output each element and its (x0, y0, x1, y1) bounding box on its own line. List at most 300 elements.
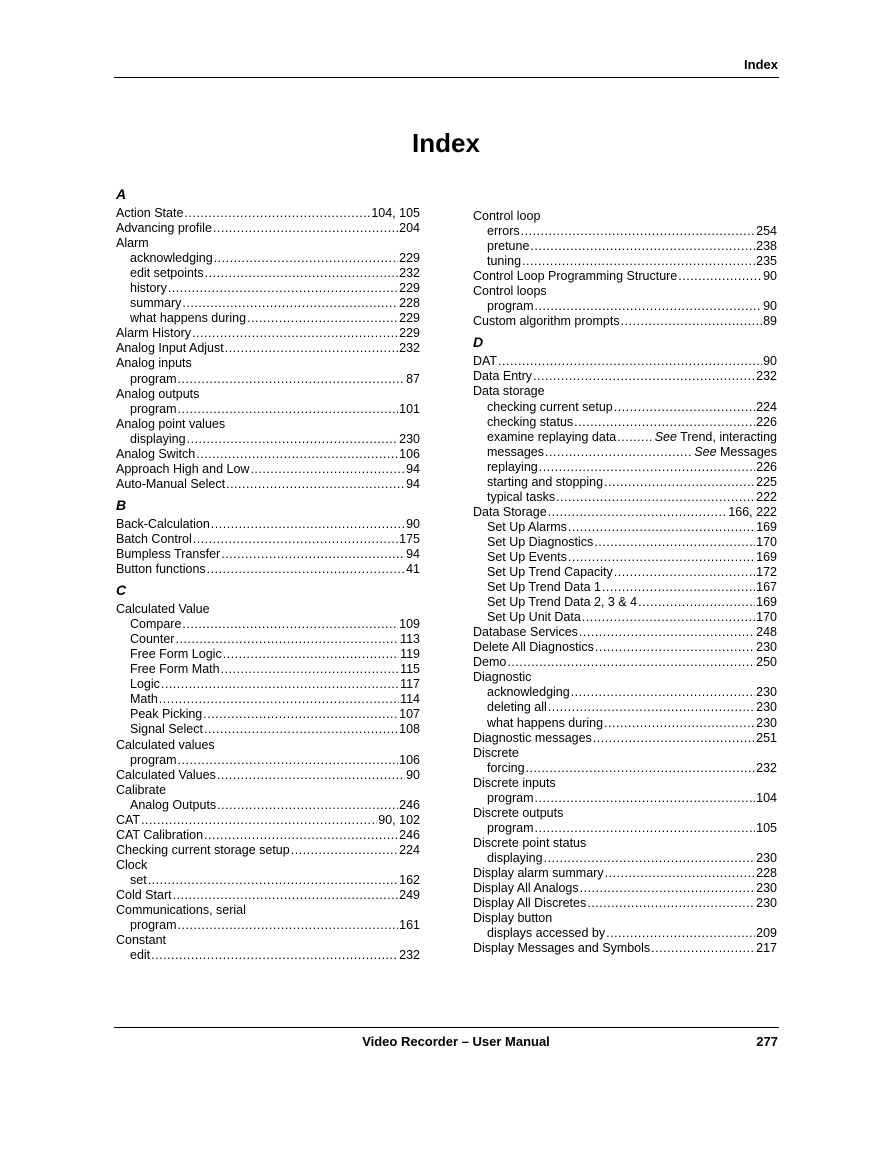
index-entry (473, 866, 777, 881)
entry-page-ref: 229 (399, 326, 420, 341)
index-entry (473, 806, 777, 821)
dot-leader (587, 896, 755, 911)
index-entry (473, 384, 777, 399)
entry-term: Constant (116, 933, 167, 948)
entry-page-ref: 248 (756, 625, 777, 640)
entry-term: Clock (116, 857, 148, 872)
index-subentry (473, 254, 777, 269)
entry-term: program (130, 752, 177, 767)
dot-leader (678, 269, 762, 284)
entry-page-ref: 229 (399, 251, 420, 266)
entry-term: Checking current storage setup (116, 842, 290, 857)
entry-term: Set Up Trend Capacity (487, 565, 613, 580)
entry-page-ref: 229 (399, 311, 420, 326)
dot-leader (604, 716, 755, 731)
index-entry (473, 896, 777, 911)
entry-page-ref: 217 (756, 941, 777, 956)
dot-leader (291, 843, 398, 858)
entry-term: what happens during (130, 311, 247, 326)
index-subentry (116, 918, 420, 933)
entry-term: Data storage (473, 384, 545, 399)
dot-leader (178, 402, 399, 417)
index-entry (473, 776, 777, 791)
dot-leader (182, 617, 398, 632)
dot-leader (221, 662, 399, 677)
entry-term: checking current setup (487, 399, 613, 414)
entry-term: Auto-Manual Select (116, 476, 226, 491)
index-entry (116, 517, 420, 532)
entry-term: acknowledging (130, 251, 213, 266)
entry-page-ref: 230 (756, 881, 777, 896)
dot-leader (187, 432, 399, 447)
entry-page-ref: 90 (406, 516, 420, 531)
entry-page-ref: 230 (756, 685, 777, 700)
entry-page-ref: 226 (756, 459, 777, 474)
index-subentry (473, 430, 777, 445)
entry-term: CAT (116, 812, 141, 827)
index-entry (116, 562, 420, 577)
dot-leader (178, 753, 399, 768)
index-subentry (473, 490, 777, 505)
see-reference: See (654, 429, 677, 444)
dot-leader (159, 692, 399, 707)
entry-page-ref: 119 (400, 647, 420, 662)
entry-term: Control Loop Programming Structure (473, 269, 678, 284)
entry-page-ref: 175 (399, 531, 420, 546)
index-entry (473, 625, 777, 640)
entry-page-ref: 232 (399, 948, 420, 963)
entry-term: displaying (130, 431, 186, 446)
dot-leader (196, 447, 398, 462)
entry-term: Action State (116, 206, 184, 220)
index-entry (116, 417, 420, 432)
index-entry (473, 354, 777, 369)
entry-page-ref: 246 (399, 827, 420, 842)
dot-leader (148, 873, 398, 888)
entry-term: Batch Control (116, 531, 192, 546)
entry-page-ref: 204 (399, 221, 420, 236)
index-entry (116, 326, 420, 341)
entry-page-ref: 117 (400, 677, 420, 692)
dot-leader (214, 251, 398, 266)
dot-leader (522, 254, 755, 269)
entry-term: Set Up Trend Data 2, 3 & 4 (487, 595, 638, 610)
entry-term: Display All Analogs (473, 881, 579, 896)
dot-leader (173, 888, 399, 903)
header-rule (114, 77, 779, 78)
entry-page-ref: 109 (399, 617, 420, 632)
index-entry (116, 888, 420, 903)
entry-term: Compare (130, 617, 182, 632)
entry-page-ref: 106 (399, 752, 420, 767)
index-entry (473, 640, 777, 655)
entry-page-ref: 94 (406, 461, 420, 476)
index-entry (116, 783, 420, 798)
entry-page-ref: 94 (406, 546, 420, 561)
entry-term: Logic (130, 677, 160, 692)
dot-leader (161, 677, 399, 692)
entry-page-ref: 90 (763, 354, 777, 369)
entry-page-ref: 172 (756, 565, 777, 580)
index-subentry (473, 851, 777, 866)
index-subentry (473, 926, 777, 941)
index-entry (116, 903, 420, 918)
index-subentry (116, 677, 420, 692)
entry-term: Database Services (473, 625, 578, 640)
entry-page-ref: 114 (400, 692, 420, 707)
index-entry (116, 813, 420, 828)
dot-leader (568, 550, 755, 565)
entry-term: Discrete inputs (473, 775, 556, 790)
dot-leader (535, 299, 763, 314)
index-subentry (473, 520, 777, 535)
entry-term: messages (487, 444, 544, 459)
index-entry (473, 881, 777, 896)
index-entry (473, 269, 777, 284)
dot-leader (498, 354, 762, 369)
entry-page-ref: 89 (763, 314, 777, 329)
entry-page-ref: 209 (756, 926, 777, 941)
dot-leader (507, 655, 755, 670)
dot-leader (207, 562, 405, 577)
entry-term: Analog outputs (116, 386, 200, 401)
dot-leader (192, 326, 398, 341)
entry-page-ref: 226 (756, 414, 777, 429)
dot-leader (204, 828, 398, 843)
entry-term: displays accessed by (487, 926, 606, 941)
index-subentry (473, 595, 777, 610)
entry-term: Data Entry (473, 369, 533, 384)
entry-term: Control loops (473, 284, 547, 299)
index-entry (116, 341, 420, 356)
dot-leader (548, 700, 755, 715)
entry-page-ref: 105 (756, 820, 777, 835)
index-entry (116, 462, 420, 477)
index-subentry (473, 821, 777, 836)
index-subentry (116, 692, 420, 707)
dot-leader (545, 445, 693, 460)
entry-term: Analog Switch (116, 446, 196, 461)
index-entry (116, 387, 420, 402)
entry-term: Display Messages and Symbols (473, 941, 651, 956)
entry-term: Set Up Diagnostics (487, 534, 594, 549)
dot-leader (533, 369, 755, 384)
index-subentry (473, 415, 777, 430)
index-entry (116, 858, 420, 873)
index-subentry (116, 662, 420, 677)
entry-term: checking status (487, 414, 574, 429)
entry-page-ref: 230 (399, 431, 420, 446)
entry-page-ref (694, 445, 777, 460)
entry-term: Alarm History (116, 326, 192, 341)
entry-term: Counter (130, 632, 175, 647)
index-entry (116, 547, 420, 562)
entry-term: program (487, 299, 534, 314)
dot-leader (178, 372, 406, 387)
entry-page-ref: 101 (399, 401, 420, 416)
entry-term: Signal Select (130, 722, 203, 737)
entry-page-ref: 235 (756, 254, 777, 269)
dot-leader (213, 221, 398, 236)
dot-leader (595, 640, 755, 655)
index-subentry (473, 610, 777, 625)
index-entry (116, 206, 420, 221)
index-entry (473, 209, 777, 224)
entry-term: acknowledging (487, 685, 570, 700)
entry-term: Back-Calculation (116, 516, 210, 531)
entry-term: CAT Calibration (116, 827, 204, 842)
entry-page-ref: 41 (406, 562, 420, 577)
entry-term: Set Up Unit Data (487, 610, 581, 625)
entry-page-ref: 108 (399, 722, 420, 737)
index-entry (473, 369, 777, 384)
entry-term: Calculated values (116, 737, 215, 752)
entry-term: Demo (473, 655, 507, 670)
entry-page-ref: 246 (399, 797, 420, 812)
entry-page-ref: 232 (399, 266, 420, 281)
dot-leader (526, 761, 756, 776)
entry-term: Set Up Alarms (487, 519, 567, 534)
index-subentry (116, 948, 420, 963)
entry-page-ref: 222 (756, 489, 777, 504)
entry-page-ref: 230 (756, 896, 777, 911)
entry-page-ref: 90, 102 (378, 812, 420, 827)
index-entry (473, 505, 777, 520)
index-column-left (116, 184, 420, 963)
entry-page-ref: 230 (756, 715, 777, 730)
dot-leader (175, 632, 399, 647)
dot-leader (193, 532, 398, 547)
entry-page-ref: 166, 222 (728, 504, 777, 519)
index-subentry (473, 445, 777, 460)
entry-page-ref: 90 (406, 767, 420, 782)
dot-leader (568, 520, 755, 535)
dot-leader (226, 477, 405, 492)
entry-term: Calculated Value (116, 602, 210, 617)
entry-page-ref: 232 (756, 369, 777, 384)
dot-leader (178, 918, 399, 933)
entry-term: Set Up Trend Data 1 (487, 580, 601, 595)
dot-leader (614, 565, 755, 580)
index-subentry (116, 281, 420, 296)
entry-term: edit setpoints (130, 266, 204, 281)
entry-term: edit (130, 948, 151, 963)
index-entry (473, 836, 777, 851)
entry-page-ref: 161 (399, 918, 420, 933)
see-target: Trend, interacting (676, 429, 777, 444)
index-subentry (116, 402, 420, 417)
entry-term: Diagnostic (473, 670, 532, 685)
index-entry (473, 731, 777, 746)
index-entry (473, 314, 777, 329)
dot-leader (184, 206, 370, 221)
index-entry (116, 477, 420, 492)
entry-term: Cold Start (116, 887, 172, 902)
index-subentry (473, 475, 777, 490)
index-column-right (473, 209, 777, 956)
index-subentry (116, 707, 420, 722)
index-subentry (473, 224, 777, 239)
dot-leader (539, 460, 755, 475)
entry-term: Communications, serial (116, 903, 246, 918)
entry-term: Set Up Events (487, 549, 567, 564)
entry-term: deleting all (487, 700, 547, 715)
section-letter: D (473, 334, 484, 351)
entry-term: displaying (487, 850, 543, 865)
entry-page-ref: 254 (756, 224, 777, 239)
dot-leader (204, 722, 398, 737)
entry-page-ref: 87 (406, 371, 420, 386)
index-entry (473, 655, 777, 670)
index-subentry (116, 753, 420, 768)
entry-term: Advancing profile (116, 221, 212, 236)
entry-page-ref: 90 (763, 299, 777, 314)
entry-term: Display alarm summary (473, 865, 604, 880)
dot-leader (593, 731, 755, 746)
page-number: 277 (756, 1034, 778, 1049)
dot-leader (580, 881, 756, 896)
section-letter: B (116, 496, 127, 513)
dot-leader (544, 851, 756, 866)
index-subentry (473, 535, 777, 550)
footer-title: Video Recorder – User Manual (362, 1034, 550, 1049)
entry-term: what happens during (487, 715, 604, 730)
entry-term: Display button (473, 911, 553, 926)
entry-page-ref: 169 (756, 595, 777, 610)
entry-term: Math (130, 692, 158, 707)
entry-page-ref (655, 430, 777, 445)
index-subentry (473, 299, 777, 314)
entry-term: Custom algorithm prompts (473, 314, 620, 329)
entry-term: Diagnostic messages (473, 730, 592, 745)
dot-leader (168, 281, 398, 296)
entry-term: pretune (487, 239, 530, 254)
entry-term: program (130, 918, 177, 933)
index-subentry (473, 791, 777, 806)
entry-page-ref: 113 (400, 632, 420, 647)
dot-leader (605, 866, 756, 881)
dot-leader (141, 813, 377, 828)
entry-page-ref: 232 (756, 760, 777, 775)
entry-page-ref: 170 (756, 534, 777, 549)
entry-term: Analog Input Adjust (116, 341, 224, 356)
index-subentry (116, 432, 420, 447)
entry-term: forcing (487, 760, 525, 775)
entry-term: Data Storage (473, 504, 547, 519)
entry-page-ref: 230 (756, 700, 777, 715)
section-letter: A (116, 186, 127, 202)
entry-term: program (130, 371, 177, 386)
dot-leader (604, 475, 755, 490)
dot-leader (651, 941, 755, 956)
entry-page-ref: 115 (400, 662, 420, 677)
entry-term: DAT (473, 354, 498, 369)
index-subentry (116, 311, 420, 326)
index-entry (473, 941, 777, 956)
dot-leader (521, 224, 755, 239)
entry-term: Calibrate (116, 782, 167, 797)
entry-term: Discrete outputs (473, 805, 564, 820)
entry-page-ref: 249 (399, 887, 420, 902)
entry-term: history (130, 281, 167, 296)
index-subentry (473, 239, 777, 254)
index-subentry (473, 400, 777, 415)
index-subentry (473, 565, 777, 580)
index-subentry (473, 580, 777, 595)
entry-page-ref: 169 (756, 549, 777, 564)
dot-leader (617, 430, 653, 445)
index-subentry (116, 722, 420, 737)
entry-term: Bumpless Transfer (116, 546, 221, 561)
entry-term: Discrete point status (473, 835, 587, 850)
entry-page-ref: 104, 105 (371, 206, 420, 220)
entry-term: Approach High and Low (116, 461, 250, 476)
dot-leader (530, 239, 755, 254)
entry-term: summary (130, 296, 182, 311)
dot-leader (205, 266, 398, 281)
dot-leader (574, 415, 755, 430)
index-subentry (116, 372, 420, 387)
index-entry (473, 284, 777, 299)
entry-page-ref: 167 (756, 580, 777, 595)
dot-leader (250, 462, 405, 477)
dot-leader (225, 341, 398, 356)
entry-term: tuning (487, 254, 522, 269)
entry-page-ref: 106 (399, 446, 420, 461)
index-subentry (473, 550, 777, 565)
index-entry (116, 236, 420, 251)
index-entry (116, 356, 420, 371)
index-entry (116, 738, 420, 753)
index-entry (116, 221, 420, 236)
entry-term: Analog point values (116, 416, 226, 431)
dot-leader (535, 791, 756, 806)
dot-leader (223, 647, 399, 662)
index-subentry (116, 798, 420, 813)
index-subentry (473, 761, 777, 776)
dot-leader (582, 610, 755, 625)
dot-leader (602, 580, 755, 595)
entry-page-ref: 238 (756, 239, 777, 254)
index-entry (116, 843, 420, 858)
entry-page-ref: 230 (756, 640, 777, 655)
entry-term: set (130, 872, 147, 887)
index-entry (116, 447, 420, 462)
index-entry (473, 911, 777, 926)
dot-leader (217, 768, 405, 783)
entry-page-ref: 251 (756, 730, 777, 745)
entry-term: Analog inputs (116, 356, 192, 371)
dot-leader (535, 821, 756, 836)
index-subentry (116, 647, 420, 662)
entry-page-ref: 228 (399, 296, 420, 311)
entry-term: Control loop (473, 209, 541, 223)
index-subentry (116, 251, 420, 266)
see-target: Messages (716, 444, 777, 459)
entry-page-ref: 94 (406, 476, 420, 491)
index-subentry (116, 873, 420, 888)
index-subentry (473, 460, 777, 475)
entry-term: Delete All Diagnostics (473, 640, 594, 655)
entry-page-ref: 230 (756, 850, 777, 865)
entry-page-ref: 250 (756, 655, 777, 670)
entry-term: Free Form Logic (130, 647, 222, 662)
index-subentry (473, 685, 777, 700)
index-entry (116, 933, 420, 948)
dot-leader (579, 625, 755, 640)
entry-term: examine replaying data (487, 429, 617, 444)
index-entry (473, 670, 777, 685)
